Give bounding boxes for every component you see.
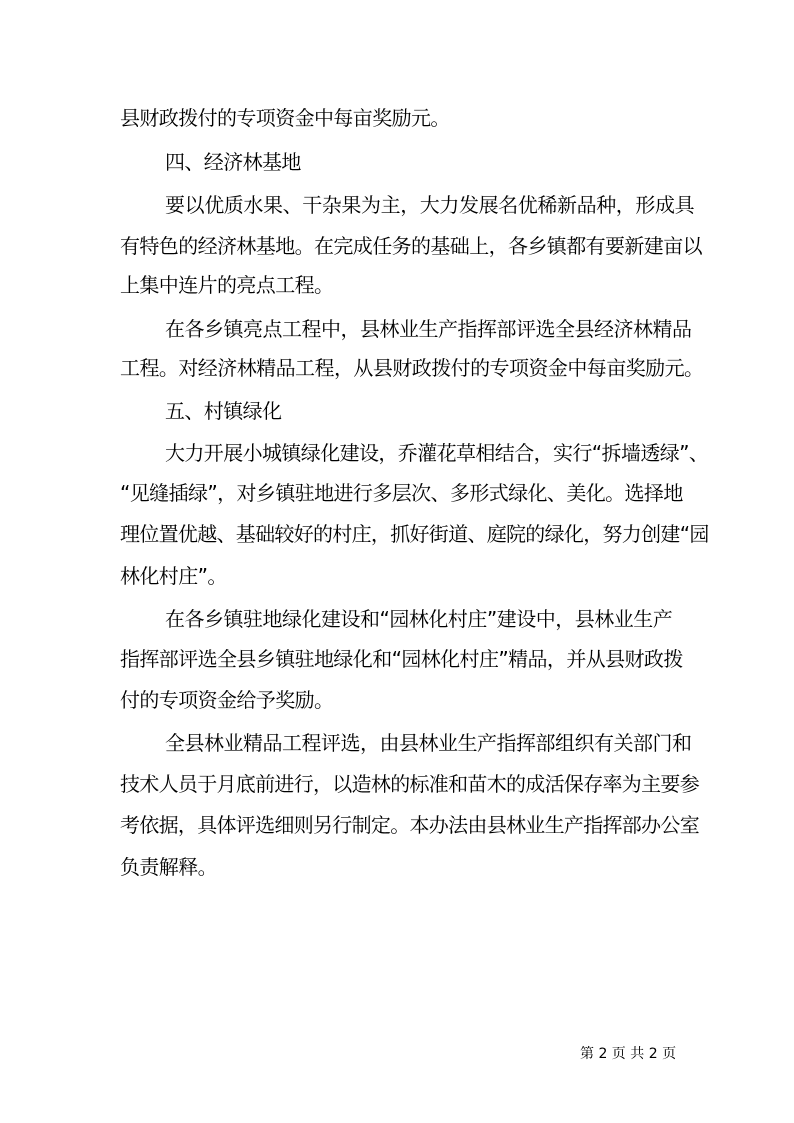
body-text-line: “见缝插绿”，对乡镇驻地进行多层次、多形式绿化、美化。选择地 — [120, 481, 683, 505]
body-text-line: 指挥部评选全县乡镇驻地绿化和“园林化村庄”精品，并从县财政拨 — [120, 647, 683, 671]
body-text-line: 大力开展小城镇绿化建设，乔灌花草相结合，实行“拆墙透绿”、 — [165, 441, 709, 465]
body-text-line: 有特色的经济林基地。在完成任务的基础上，各乡镇都有要新建亩以 — [120, 234, 702, 258]
section-heading-village-greening: 五、村镇绿化 — [165, 399, 282, 423]
body-text-line: 上集中连片的亮点工程。 — [120, 273, 334, 297]
body-text-line: 技术人员于月底前进行，以造林的标准和苗木的成活保存率为主要参 — [120, 772, 699, 796]
body-text-line: 付的专项资金给予奖励。 — [120, 688, 334, 712]
body-text-line: 全县林业精品工程评选，由县林业生产指挥部组织有关部门和 — [165, 731, 692, 755]
body-text-line: 要以优质水果、干杂果为主，大力发展名优稀新品种，形成具 — [165, 193, 695, 217]
body-text-line: 考依据，具体评选细则另行制定。本办法由县林业生产指挥部办公室 — [120, 813, 699, 837]
body-text-line: 负责解释。 — [120, 855, 217, 879]
body-text-line: 理位置优越、基础较好的村庄，抓好街道、庭院的绿化，努力创建“园 — [120, 522, 709, 546]
section-heading-economic-forest: 四、经济林基地 — [165, 150, 301, 174]
page-number: 第 2 页 共 2 页 — [580, 1046, 677, 1062]
body-text-line: 在各乡镇驻地绿化建设和“园林化村庄”建设中，县林业生产 — [165, 607, 673, 631]
body-text-line: 林化村庄”。 — [120, 564, 227, 588]
body-text-line: 工程。对经济林精品工程，从县财政拨付的专项资金中每亩奖励元。 — [120, 356, 704, 380]
body-text-line: 县财政拨付的专项资金中每亩奖励元。 — [120, 106, 450, 130]
body-text-line: 在各乡镇亮点工程中，县林业生产指挥部评选全县经济林精品 — [165, 317, 692, 341]
